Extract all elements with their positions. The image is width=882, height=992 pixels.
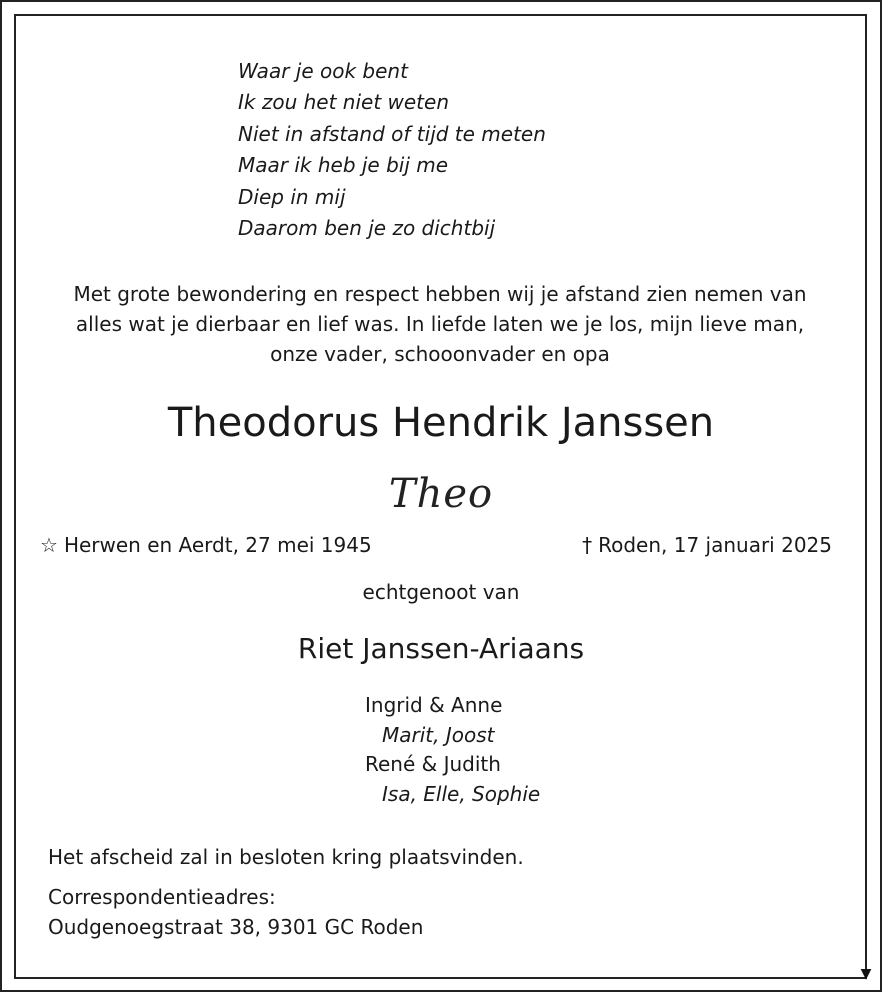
poem	[238, 56, 546, 244]
correspondence-address: Oudgenoegstraat 38, 9301 GC Roden	[48, 915, 424, 939]
death-info	[582, 530, 832, 560]
deceased-nickname: Theo	[388, 471, 494, 517]
deceased-full-name: Theodorus Hendrik Janssen	[167, 400, 715, 446]
birth-text: Herwen en Aerdt, 27 mei 1945	[63, 533, 372, 557]
intro-text	[40, 279, 840, 369]
poem-line: Waar je ook bent	[238, 59, 408, 83]
poem-line: Maar ik heb je bij me	[238, 153, 449, 178]
family-children: Marit, Joost	[382, 722, 495, 747]
poem-line: Diep in mij	[238, 184, 346, 209]
triangle-down-icon: ▼	[860, 966, 872, 982]
poem-line: Ik zou het niet weten	[238, 90, 450, 115]
correspondence-label: Correspondentieadres:	[48, 885, 276, 909]
farewell-text: Het afscheid zal in besloten kring plaatsvinden.	[48, 845, 524, 869]
intro-line: onze vader, schooonvader en opa	[270, 342, 610, 366]
poem-line: Daarom ben je zo dichtbij	[238, 216, 496, 241]
family-children: Isa, Elle, Sophie	[382, 781, 541, 806]
birth-info	[40, 530, 372, 560]
intro-line: alles wat je dierbaar en lief was. In liefde laten we je los, mijn lieve man,	[75, 312, 805, 336]
poem-line: Niet in afstand of tijd te meten	[238, 121, 546, 146]
death-text: Roden, 17 januari 2025	[598, 533, 832, 557]
family-list	[365, 691, 540, 809]
spouse-label: echtgenoot van	[362, 580, 520, 604]
family-parents: René & Judith	[365, 752, 501, 776]
family-parents: Ingrid & Anne	[365, 693, 503, 717]
intro-line: Met grote bewondering en respect hebben wij je afstand zien nemen van	[73, 282, 807, 306]
spouse-name: Riet Janssen-Ariaans	[297, 632, 585, 665]
footer	[48, 842, 524, 942]
cross-icon: †	[582, 533, 593, 557]
star-icon: ☆	[40, 533, 58, 557]
